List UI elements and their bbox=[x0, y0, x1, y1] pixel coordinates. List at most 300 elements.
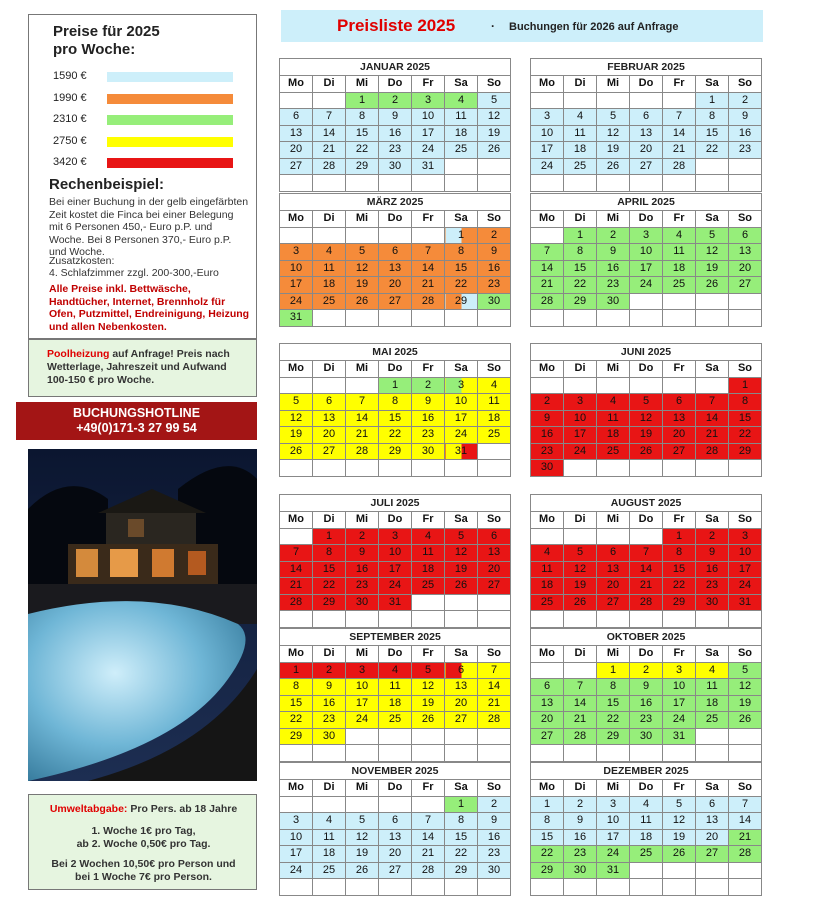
calendar-day[interactable]: 11 bbox=[313, 260, 346, 277]
calendar-day[interactable]: 21 bbox=[478, 695, 511, 712]
calendar-day[interactable]: 20 bbox=[531, 712, 564, 729]
calendar-day[interactable]: 17 bbox=[379, 561, 412, 578]
calendar-day[interactable]: 26 bbox=[346, 293, 379, 310]
calendar-day[interactable]: 20 bbox=[597, 578, 630, 595]
calendar-day[interactable]: 16 bbox=[313, 695, 346, 712]
calendar-day[interactable]: 18 bbox=[630, 829, 663, 846]
calendar-day[interactable]: 17 bbox=[346, 695, 379, 712]
calendar-day[interactable]: 1 bbox=[379, 377, 412, 394]
calendar-day[interactable]: 2 bbox=[379, 92, 412, 109]
calendar-day[interactable]: 5 bbox=[445, 528, 478, 545]
calendar-day[interactable]: 24 bbox=[663, 712, 696, 729]
calendar-day[interactable]: 26 bbox=[412, 712, 445, 729]
calendar-day[interactable]: 16 bbox=[597, 260, 630, 277]
calendar-day[interactable]: 26 bbox=[445, 578, 478, 595]
calendar-day[interactable]: 5 bbox=[597, 109, 630, 126]
calendar-day[interactable]: 5 bbox=[663, 796, 696, 813]
calendar-day[interactable]: 6 bbox=[478, 528, 511, 545]
calendar-day[interactable]: 3 bbox=[346, 662, 379, 679]
calendar-day[interactable]: 14 bbox=[564, 695, 597, 712]
calendar-day[interactable]: 19 bbox=[478, 125, 511, 142]
calendar-day[interactable]: 17 bbox=[280, 277, 313, 294]
calendar-day[interactable]: 25 bbox=[412, 578, 445, 595]
calendar-day[interactable]: 30 bbox=[478, 862, 511, 879]
calendar-day[interactable]: 23 bbox=[412, 427, 445, 444]
calendar-day[interactable]: 30 bbox=[412, 443, 445, 460]
calendar-day[interactable]: 1 bbox=[597, 662, 630, 679]
calendar-day[interactable]: 4 bbox=[478, 377, 511, 394]
calendar-day[interactable]: 25 bbox=[597, 443, 630, 460]
calendar-day[interactable]: 1 bbox=[445, 227, 478, 244]
calendar-day[interactable]: 20 bbox=[729, 260, 762, 277]
calendar-day[interactable]: 29 bbox=[729, 443, 762, 460]
calendar-day[interactable]: 10 bbox=[630, 244, 663, 261]
calendar-day[interactable]: 2 bbox=[630, 662, 663, 679]
calendar-day[interactable]: 1 bbox=[346, 92, 379, 109]
calendar-day[interactable]: 7 bbox=[564, 679, 597, 696]
calendar-day[interactable]: 12 bbox=[412, 679, 445, 696]
calendar-day[interactable]: 11 bbox=[696, 679, 729, 696]
calendar-day[interactable]: 26 bbox=[630, 443, 663, 460]
calendar-day[interactable]: 24 bbox=[280, 293, 313, 310]
calendar-day[interactable]: 29 bbox=[564, 293, 597, 310]
calendar-day[interactable]: 10 bbox=[663, 679, 696, 696]
calendar-day[interactable]: 18 bbox=[379, 695, 412, 712]
calendar-day[interactable]: 9 bbox=[379, 109, 412, 126]
calendar-day[interactable]: 18 bbox=[313, 277, 346, 294]
calendar-day[interactable]: 28 bbox=[280, 594, 313, 611]
calendar-day[interactable]: 19 bbox=[445, 561, 478, 578]
calendar-day[interactable]: 14 bbox=[696, 410, 729, 427]
calendar-day[interactable]: 6 bbox=[280, 109, 313, 126]
calendar-day[interactable]: 25 bbox=[663, 277, 696, 294]
calendar-day[interactable]: 2 bbox=[346, 528, 379, 545]
calendar-day[interactable]: 13 bbox=[630, 125, 663, 142]
calendar-day[interactable]: 31 bbox=[280, 310, 313, 327]
calendar-day[interactable]: 28 bbox=[630, 594, 663, 611]
calendar-day[interactable]: 22 bbox=[531, 846, 564, 863]
calendar-day[interactable]: 11 bbox=[630, 813, 663, 830]
calendar-day[interactable]: 28 bbox=[729, 846, 762, 863]
calendar-day[interactable]: 31 bbox=[379, 594, 412, 611]
calendar-day[interactable]: 15 bbox=[663, 561, 696, 578]
calendar-day[interactable]: 11 bbox=[379, 679, 412, 696]
calendar-day[interactable]: 13 bbox=[478, 545, 511, 562]
calendar-day[interactable]: 22 bbox=[445, 846, 478, 863]
calendar-day[interactable]: 16 bbox=[346, 561, 379, 578]
calendar-day[interactable]: 21 bbox=[280, 578, 313, 595]
calendar-day[interactable]: 2 bbox=[531, 394, 564, 411]
calendar-day[interactable]: 5 bbox=[564, 545, 597, 562]
calendar-day[interactable]: 15 bbox=[597, 695, 630, 712]
calendar-day[interactable]: 9 bbox=[346, 545, 379, 562]
calendar-day[interactable]: 23 bbox=[346, 578, 379, 595]
calendar-day[interactable]: 26 bbox=[696, 277, 729, 294]
calendar-day[interactable]: 17 bbox=[531, 142, 564, 159]
calendar-day[interactable]: 16 bbox=[729, 125, 762, 142]
calendar-day[interactable]: 9 bbox=[531, 410, 564, 427]
calendar-day[interactable]: 18 bbox=[597, 427, 630, 444]
calendar-day[interactable]: 20 bbox=[478, 561, 511, 578]
calendar-day[interactable]: 19 bbox=[663, 829, 696, 846]
calendar-day[interactable]: 9 bbox=[729, 109, 762, 126]
calendar-day[interactable]: 23 bbox=[478, 277, 511, 294]
calendar-day[interactable]: 25 bbox=[445, 142, 478, 159]
calendar-day[interactable]: 20 bbox=[379, 277, 412, 294]
calendar-day[interactable]: 26 bbox=[346, 862, 379, 879]
calendar-day[interactable]: 10 bbox=[531, 125, 564, 142]
calendar-day[interactable]: 28 bbox=[346, 443, 379, 460]
calendar-day[interactable]: 12 bbox=[564, 561, 597, 578]
calendar-day[interactable]: 24 bbox=[379, 578, 412, 595]
calendar-day[interactable]: 29 bbox=[280, 728, 313, 745]
calendar-day[interactable]: 27 bbox=[379, 862, 412, 879]
calendar-day[interactable]: 6 bbox=[379, 813, 412, 830]
calendar-day[interactable]: 15 bbox=[445, 829, 478, 846]
calendar-day[interactable]: 28 bbox=[696, 443, 729, 460]
calendar-day[interactable]: 23 bbox=[478, 846, 511, 863]
calendar-day[interactable]: 22 bbox=[280, 712, 313, 729]
calendar-day[interactable]: 14 bbox=[630, 561, 663, 578]
calendar-day[interactable]: 27 bbox=[663, 443, 696, 460]
calendar-day[interactable]: 17 bbox=[630, 260, 663, 277]
calendar-day[interactable]: 24 bbox=[564, 443, 597, 460]
calendar-day[interactable]: 15 bbox=[696, 125, 729, 142]
calendar-day[interactable]: 21 bbox=[729, 829, 762, 846]
calendar-day[interactable]: 18 bbox=[663, 260, 696, 277]
calendar-day[interactable]: 6 bbox=[531, 679, 564, 696]
calendar-day[interactable]: 28 bbox=[313, 158, 346, 175]
calendar-day[interactable]: 30 bbox=[564, 862, 597, 879]
calendar-day[interactable]: 9 bbox=[412, 394, 445, 411]
calendar-day[interactable]: 17 bbox=[597, 829, 630, 846]
calendar-day[interactable]: 13 bbox=[531, 695, 564, 712]
calendar-day[interactable]: 13 bbox=[729, 244, 762, 261]
calendar-day[interactable]: 1 bbox=[531, 796, 564, 813]
calendar-day[interactable]: 11 bbox=[478, 394, 511, 411]
calendar-day[interactable]: 22 bbox=[379, 427, 412, 444]
calendar-day[interactable]: 15 bbox=[564, 260, 597, 277]
calendar-day[interactable]: 9 bbox=[313, 679, 346, 696]
calendar-day[interactable]: 7 bbox=[478, 662, 511, 679]
calendar-day[interactable]: 18 bbox=[445, 125, 478, 142]
calendar-day[interactable]: 11 bbox=[412, 545, 445, 562]
calendar-day[interactable]: 25 bbox=[696, 712, 729, 729]
calendar-day[interactable]: 14 bbox=[663, 125, 696, 142]
calendar-day[interactable]: 21 bbox=[696, 427, 729, 444]
calendar-day[interactable]: 26 bbox=[663, 846, 696, 863]
calendar-day[interactable]: 23 bbox=[696, 578, 729, 595]
calendar-day[interactable]: 4 bbox=[663, 227, 696, 244]
calendar-day[interactable]: 3 bbox=[531, 109, 564, 126]
calendar-day[interactable]: 6 bbox=[729, 227, 762, 244]
calendar-day[interactable]: 22 bbox=[729, 427, 762, 444]
calendar-day[interactable]: 17 bbox=[663, 695, 696, 712]
calendar-day[interactable]: 3 bbox=[564, 394, 597, 411]
calendar-day[interactable]: 20 bbox=[663, 427, 696, 444]
calendar-day[interactable]: 17 bbox=[564, 427, 597, 444]
calendar-day[interactable]: 6 bbox=[379, 244, 412, 261]
calendar-day[interactable]: 22 bbox=[663, 578, 696, 595]
calendar-day[interactable]: 1 bbox=[564, 227, 597, 244]
calendar-day[interactable]: 13 bbox=[313, 410, 346, 427]
calendar-day[interactable]: 16 bbox=[478, 829, 511, 846]
calendar-day[interactable]: 18 bbox=[531, 578, 564, 595]
calendar-day[interactable]: 4 bbox=[564, 109, 597, 126]
calendar-day[interactable]: 10 bbox=[597, 813, 630, 830]
calendar-day[interactable]: 14 bbox=[729, 813, 762, 830]
calendar-day[interactable]: 26 bbox=[597, 158, 630, 175]
calendar-day[interactable]: 15 bbox=[280, 695, 313, 712]
calendar-day[interactable]: 7 bbox=[663, 109, 696, 126]
calendar-day[interactable]: 24 bbox=[597, 846, 630, 863]
calendar-day[interactable]: 29 bbox=[531, 862, 564, 879]
calendar-day[interactable]: 1 bbox=[696, 92, 729, 109]
calendar-day[interactable]: 31 bbox=[663, 728, 696, 745]
calendar-day[interactable]: 19 bbox=[412, 695, 445, 712]
calendar-day[interactable]: 24 bbox=[412, 142, 445, 159]
calendar-day[interactable]: 31 bbox=[445, 443, 478, 460]
calendar-day[interactable]: 12 bbox=[280, 410, 313, 427]
calendar-day[interactable]: 2 bbox=[597, 227, 630, 244]
calendar-day[interactable]: 29 bbox=[597, 728, 630, 745]
calendar-day[interactable]: 19 bbox=[346, 846, 379, 863]
calendar-day[interactable]: 22 bbox=[597, 712, 630, 729]
calendar-day[interactable]: 24 bbox=[729, 578, 762, 595]
calendar-day[interactable]: 27 bbox=[531, 728, 564, 745]
calendar-day[interactable]: 29 bbox=[445, 862, 478, 879]
calendar-day[interactable]: 5 bbox=[346, 244, 379, 261]
calendar-day[interactable]: 19 bbox=[696, 260, 729, 277]
calendar-day[interactable]: 18 bbox=[313, 846, 346, 863]
calendar-day[interactable]: 1 bbox=[280, 662, 313, 679]
calendar-day[interactable]: 15 bbox=[531, 829, 564, 846]
calendar-day[interactable]: 10 bbox=[564, 410, 597, 427]
calendar-day[interactable]: 23 bbox=[313, 712, 346, 729]
calendar-day[interactable]: 9 bbox=[630, 679, 663, 696]
calendar-day[interactable]: 18 bbox=[478, 410, 511, 427]
calendar-day[interactable]: 4 bbox=[313, 813, 346, 830]
calendar-day[interactable]: 14 bbox=[346, 410, 379, 427]
calendar-day[interactable]: 27 bbox=[597, 594, 630, 611]
calendar-day[interactable]: 7 bbox=[729, 796, 762, 813]
calendar-day[interactable]: 22 bbox=[445, 277, 478, 294]
calendar-day[interactable]: 27 bbox=[280, 158, 313, 175]
calendar-day[interactable]: 16 bbox=[379, 125, 412, 142]
calendar-day[interactable]: 7 bbox=[696, 394, 729, 411]
calendar-day[interactable]: 14 bbox=[531, 260, 564, 277]
calendar-day[interactable]: 10 bbox=[729, 545, 762, 562]
calendar-day[interactable]: 14 bbox=[280, 561, 313, 578]
calendar-day[interactable]: 15 bbox=[313, 561, 346, 578]
calendar-day[interactable]: 13 bbox=[379, 829, 412, 846]
calendar-day[interactable]: 4 bbox=[630, 796, 663, 813]
calendar-day[interactable]: 7 bbox=[313, 109, 346, 126]
calendar-day[interactable]: 11 bbox=[564, 125, 597, 142]
calendar-day[interactable]: 22 bbox=[564, 277, 597, 294]
calendar-day[interactable]: 4 bbox=[597, 394, 630, 411]
calendar-day[interactable]: 21 bbox=[412, 846, 445, 863]
calendar-day[interactable]: 7 bbox=[630, 545, 663, 562]
calendar-day[interactable]: 27 bbox=[313, 443, 346, 460]
calendar-day[interactable]: 26 bbox=[729, 712, 762, 729]
calendar-day[interactable]: 31 bbox=[597, 862, 630, 879]
calendar-day[interactable]: 23 bbox=[564, 846, 597, 863]
calendar-day[interactable]: 28 bbox=[663, 158, 696, 175]
calendar-day[interactable]: 20 bbox=[280, 142, 313, 159]
calendar-day[interactable]: 2 bbox=[412, 377, 445, 394]
calendar-day[interactable]: 3 bbox=[729, 528, 762, 545]
calendar-day[interactable]: 9 bbox=[564, 813, 597, 830]
calendar-day[interactable]: 7 bbox=[531, 244, 564, 261]
calendar-day[interactable]: 18 bbox=[412, 561, 445, 578]
calendar-day[interactable]: 5 bbox=[478, 92, 511, 109]
calendar-day[interactable]: 13 bbox=[445, 679, 478, 696]
calendar-day[interactable]: 30 bbox=[313, 728, 346, 745]
calendar-day[interactable]: 17 bbox=[729, 561, 762, 578]
calendar-day[interactable]: 2 bbox=[729, 92, 762, 109]
calendar-day[interactable]: 22 bbox=[346, 142, 379, 159]
calendar-day[interactable]: 19 bbox=[630, 427, 663, 444]
calendar-day[interactable]: 12 bbox=[729, 679, 762, 696]
calendar-day[interactable]: 3 bbox=[280, 244, 313, 261]
calendar-day[interactable]: 20 bbox=[313, 427, 346, 444]
calendar-day[interactable]: 30 bbox=[630, 728, 663, 745]
calendar-day[interactable]: 13 bbox=[280, 125, 313, 142]
calendar-day[interactable]: 29 bbox=[313, 594, 346, 611]
calendar-day[interactable]: 16 bbox=[696, 561, 729, 578]
calendar-day[interactable]: 4 bbox=[313, 244, 346, 261]
calendar-day[interactable]: 8 bbox=[445, 813, 478, 830]
calendar-day[interactable]: 4 bbox=[696, 662, 729, 679]
calendar-day[interactable]: 19 bbox=[729, 695, 762, 712]
calendar-day[interactable]: 1 bbox=[313, 528, 346, 545]
calendar-day[interactable]: 2 bbox=[478, 796, 511, 813]
calendar-day[interactable]: 28 bbox=[531, 293, 564, 310]
calendar-day[interactable]: 22 bbox=[313, 578, 346, 595]
calendar-day[interactable]: 17 bbox=[280, 846, 313, 863]
calendar-day[interactable]: 12 bbox=[445, 545, 478, 562]
calendar-day[interactable]: 5 bbox=[630, 394, 663, 411]
calendar-day[interactable]: 4 bbox=[412, 528, 445, 545]
calendar-day[interactable]: 16 bbox=[412, 410, 445, 427]
calendar-day[interactable]: 15 bbox=[379, 410, 412, 427]
hotline-number[interactable]: +49(0)171-3 27 99 54 bbox=[76, 421, 197, 435]
calendar-day[interactable]: 25 bbox=[478, 427, 511, 444]
calendar-day[interactable]: 14 bbox=[412, 260, 445, 277]
calendar-day[interactable]: 21 bbox=[663, 142, 696, 159]
calendar-day[interactable]: 8 bbox=[531, 813, 564, 830]
calendar-day[interactable]: 1 bbox=[445, 796, 478, 813]
calendar-day[interactable]: 5 bbox=[729, 662, 762, 679]
calendar-day[interactable]: 12 bbox=[478, 109, 511, 126]
calendar-day[interactable]: 1 bbox=[663, 528, 696, 545]
calendar-day[interactable]: 27 bbox=[729, 277, 762, 294]
calendar-day[interactable]: 4 bbox=[379, 662, 412, 679]
calendar-day[interactable]: 19 bbox=[280, 427, 313, 444]
calendar-day[interactable]: 8 bbox=[729, 394, 762, 411]
calendar-day[interactable]: 13 bbox=[663, 410, 696, 427]
calendar-day[interactable]: 29 bbox=[663, 594, 696, 611]
calendar-day[interactable]: 31 bbox=[729, 594, 762, 611]
calendar-day[interactable]: 2 bbox=[564, 796, 597, 813]
calendar-day[interactable]: 10 bbox=[280, 829, 313, 846]
calendar-day[interactable]: 28 bbox=[478, 712, 511, 729]
calendar-day[interactable]: 4 bbox=[445, 92, 478, 109]
calendar-day[interactable]: 25 bbox=[564, 158, 597, 175]
calendar-day[interactable]: 8 bbox=[445, 244, 478, 261]
calendar-day[interactable]: 13 bbox=[696, 813, 729, 830]
calendar-day[interactable]: 25 bbox=[313, 862, 346, 879]
calendar-day[interactable]: 30 bbox=[379, 158, 412, 175]
calendar-day[interactable]: 23 bbox=[379, 142, 412, 159]
calendar-day[interactable]: 24 bbox=[346, 712, 379, 729]
calendar-day[interactable]: 23 bbox=[630, 712, 663, 729]
calendar-day[interactable]: 17 bbox=[445, 410, 478, 427]
calendar-day[interactable]: 8 bbox=[346, 109, 379, 126]
calendar-day[interactable]: 12 bbox=[663, 813, 696, 830]
calendar-day[interactable]: 30 bbox=[696, 594, 729, 611]
calendar-day[interactable]: 29 bbox=[379, 443, 412, 460]
calendar-day[interactable]: 3 bbox=[597, 796, 630, 813]
calendar-day[interactable]: 23 bbox=[531, 443, 564, 460]
calendar-day[interactable]: 8 bbox=[379, 394, 412, 411]
calendar-day[interactable]: 5 bbox=[280, 394, 313, 411]
calendar-day[interactable]: 8 bbox=[313, 545, 346, 562]
calendar-day[interactable]: 26 bbox=[280, 443, 313, 460]
calendar-day[interactable]: 3 bbox=[412, 92, 445, 109]
calendar-day[interactable]: 30 bbox=[531, 460, 564, 477]
calendar-day[interactable]: 25 bbox=[531, 594, 564, 611]
calendar-day[interactable]: 8 bbox=[597, 679, 630, 696]
calendar-day[interactable]: 28 bbox=[412, 862, 445, 879]
calendar-day[interactable]: 21 bbox=[564, 712, 597, 729]
calendar-day[interactable]: 16 bbox=[564, 829, 597, 846]
calendar-day[interactable]: 7 bbox=[412, 813, 445, 830]
calendar-day[interactable]: 16 bbox=[531, 427, 564, 444]
calendar-day[interactable]: 11 bbox=[663, 244, 696, 261]
calendar-day[interactable]: 10 bbox=[346, 679, 379, 696]
calendar-day[interactable]: 13 bbox=[597, 561, 630, 578]
calendar-day[interactable]: 7 bbox=[280, 545, 313, 562]
calendar-day[interactable]: 9 bbox=[696, 545, 729, 562]
calendar-day[interactable]: 21 bbox=[412, 277, 445, 294]
calendar-day[interactable]: 11 bbox=[445, 109, 478, 126]
calendar-day[interactable]: 5 bbox=[346, 813, 379, 830]
calendar-day[interactable]: 10 bbox=[280, 260, 313, 277]
calendar-day[interactable]: 27 bbox=[445, 712, 478, 729]
calendar-day[interactable]: 6 bbox=[630, 109, 663, 126]
calendar-day[interactable]: 11 bbox=[313, 829, 346, 846]
calendar-day[interactable]: 14 bbox=[412, 829, 445, 846]
calendar-day[interactable]: 12 bbox=[346, 260, 379, 277]
calendar-day[interactable]: 11 bbox=[597, 410, 630, 427]
calendar-day[interactable]: 14 bbox=[313, 125, 346, 142]
calendar-day[interactable]: 9 bbox=[478, 244, 511, 261]
calendar-day[interactable]: 21 bbox=[313, 142, 346, 159]
calendar-day[interactable]: 6 bbox=[313, 394, 346, 411]
calendar-day[interactable]: 30 bbox=[597, 293, 630, 310]
calendar-day[interactable]: 8 bbox=[663, 545, 696, 562]
calendar-day[interactable]: 30 bbox=[346, 594, 379, 611]
calendar-day[interactable]: 28 bbox=[564, 728, 597, 745]
calendar-day[interactable]: 20 bbox=[630, 142, 663, 159]
calendar-day[interactable]: 15 bbox=[346, 125, 379, 142]
calendar-day[interactable]: 2 bbox=[696, 528, 729, 545]
calendar-day[interactable]: 5 bbox=[696, 227, 729, 244]
calendar-day[interactable]: 3 bbox=[379, 528, 412, 545]
calendar-day[interactable]: 8 bbox=[564, 244, 597, 261]
